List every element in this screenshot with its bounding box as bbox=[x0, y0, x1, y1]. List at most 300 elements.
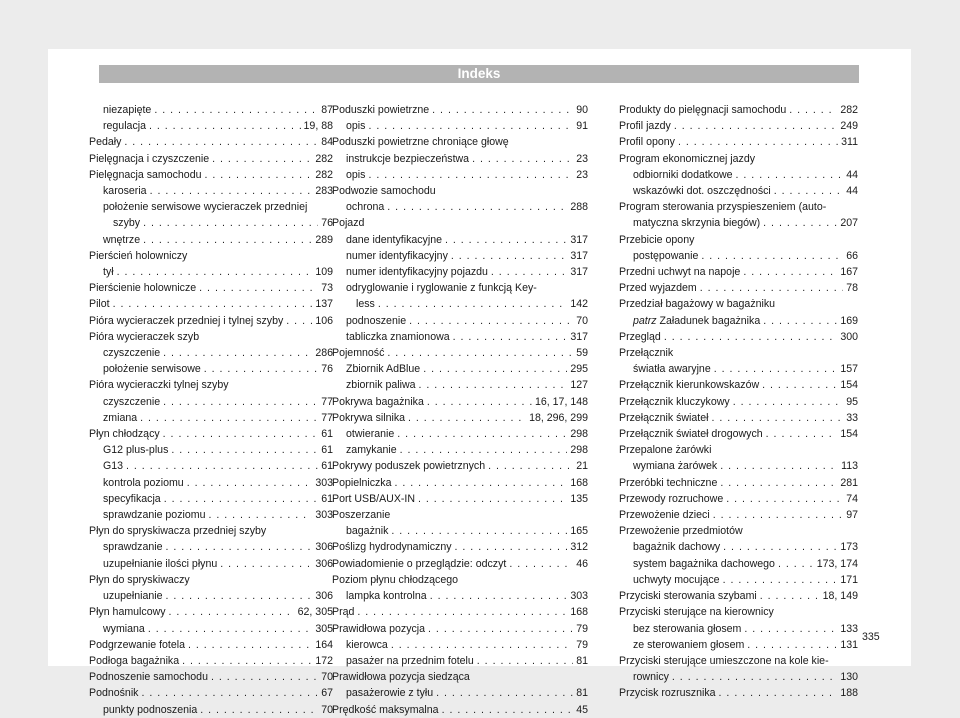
entry-text: czyszczenie bbox=[103, 395, 161, 408]
entry-term bbox=[103, 264, 114, 280]
entry-term bbox=[633, 313, 760, 329]
entry-term bbox=[346, 361, 420, 377]
entry-term bbox=[619, 655, 829, 667]
entry-page-ref: 73 bbox=[321, 282, 333, 295]
entry-term bbox=[346, 637, 388, 653]
index-subentry bbox=[332, 442, 588, 458]
entry-term bbox=[103, 539, 162, 555]
entry-text: system bagażnika dachowego bbox=[633, 557, 775, 570]
entry-page-ref: 19, 88 bbox=[303, 120, 333, 133]
index-entry bbox=[332, 345, 588, 361]
index-entry bbox=[619, 329, 858, 345]
entry-page-ref: 282 bbox=[840, 104, 858, 116]
entry-term bbox=[332, 217, 364, 229]
index-subentry bbox=[332, 377, 588, 393]
entry-text: zamykanie bbox=[346, 444, 397, 457]
index-entry bbox=[332, 458, 588, 474]
entry-term bbox=[633, 572, 720, 588]
index-entry bbox=[619, 296, 858, 312]
dot-leader bbox=[672, 669, 837, 685]
entry-term bbox=[89, 574, 190, 586]
dot-leader bbox=[763, 313, 837, 329]
index-subentry bbox=[332, 280, 588, 296]
entry-text: less bbox=[356, 298, 375, 311]
index-subentry bbox=[89, 199, 333, 215]
entry-page-ref: 67 bbox=[321, 687, 333, 700]
entry-text: wnętrze bbox=[103, 233, 141, 246]
entry-page-ref: 317 bbox=[570, 233, 588, 246]
entry-page-ref: 78 bbox=[846, 282, 858, 295]
index-subentry bbox=[619, 183, 858, 199]
index-entry bbox=[89, 167, 333, 183]
entry-page-ref: 44 bbox=[846, 185, 858, 198]
entry-page-ref: 298 bbox=[570, 428, 588, 441]
entry-page-ref: 311 bbox=[841, 136, 858, 149]
index-subentry bbox=[619, 637, 858, 653]
entry-text: Poduszki powietrzne bbox=[332, 104, 430, 116]
entry-text: tabliczka znamionowa bbox=[346, 330, 450, 343]
entry-text: Profil jazdy bbox=[619, 120, 671, 133]
dot-leader bbox=[714, 361, 838, 377]
entry-term bbox=[619, 377, 759, 393]
index-subentry bbox=[619, 167, 858, 183]
entry-text: Przegląd bbox=[619, 330, 661, 343]
entry-text: Podłoga bagażnika bbox=[89, 654, 180, 667]
entry-page-ref: 131 bbox=[840, 638, 858, 651]
entry-text: Pokrywy poduszek powietrznych bbox=[332, 460, 486, 473]
index-entry bbox=[89, 134, 333, 150]
entry-term bbox=[89, 313, 283, 329]
index-entry bbox=[619, 475, 858, 491]
entry-page-ref: 97 bbox=[846, 509, 858, 522]
entry-page-ref: 172 bbox=[315, 654, 333, 667]
index-subentry bbox=[332, 329, 588, 345]
dot-leader bbox=[397, 426, 567, 442]
entry-term bbox=[619, 201, 826, 213]
entry-text: specyfikacja bbox=[103, 492, 161, 505]
entry-page-ref: 70 bbox=[576, 314, 588, 327]
entry-term bbox=[89, 134, 121, 150]
entry-page-ref: 44 bbox=[846, 168, 858, 181]
entry-term bbox=[619, 153, 755, 165]
index-entry bbox=[332, 539, 588, 555]
entry-page-ref: 171 bbox=[840, 573, 858, 586]
entry-term bbox=[346, 232, 442, 248]
entry-term bbox=[332, 185, 436, 197]
index-entry bbox=[89, 523, 333, 539]
entry-text: uchwyty mocujące bbox=[633, 573, 720, 586]
index-column-1 bbox=[89, 102, 333, 718]
entry-text: Przebicie opony bbox=[619, 233, 695, 246]
entry-term bbox=[633, 167, 733, 183]
index-entry bbox=[619, 442, 858, 458]
dot-leader bbox=[701, 248, 843, 264]
entry-text: Pielęgnacja i czyszczenie bbox=[89, 152, 210, 165]
dot-leader bbox=[387, 199, 567, 215]
dot-leader bbox=[163, 345, 312, 361]
dot-leader bbox=[436, 685, 573, 701]
dot-leader bbox=[368, 167, 573, 183]
index-subentry bbox=[619, 215, 858, 231]
entry-page-ref: 317 bbox=[570, 249, 588, 262]
entry-page-ref: 142 bbox=[570, 298, 588, 311]
entry-page-ref: 76 bbox=[321, 217, 333, 230]
entry-text: matyczna skrzynia biegów) bbox=[633, 217, 761, 230]
entry-page-ref: 21 bbox=[576, 460, 588, 473]
dot-leader bbox=[427, 394, 532, 410]
entry-page-ref: 61 bbox=[321, 428, 333, 441]
dot-leader bbox=[789, 102, 837, 118]
entry-page-ref: 61 bbox=[321, 460, 333, 473]
entry-page-ref: 281 bbox=[840, 476, 858, 489]
entry-text: Przewożenie dzieci bbox=[619, 509, 710, 522]
index-entry bbox=[332, 102, 588, 118]
index-entry bbox=[89, 280, 333, 296]
index-entry bbox=[619, 685, 858, 701]
entry-term bbox=[619, 426, 763, 442]
entry-page-ref: 133 bbox=[840, 622, 858, 635]
index-entry bbox=[332, 702, 588, 718]
index-subentry bbox=[332, 167, 588, 183]
dot-leader bbox=[766, 426, 838, 442]
entry-term bbox=[103, 345, 160, 361]
index-subentry bbox=[89, 215, 333, 231]
entry-page-ref: 283 bbox=[315, 185, 333, 198]
dot-leader bbox=[774, 183, 843, 199]
dot-leader bbox=[762, 377, 837, 393]
entry-text: Prawidłowa pozycja siedząca bbox=[332, 671, 470, 684]
dot-leader bbox=[763, 215, 837, 231]
entry-text: Poślizg hydrodynamiczny bbox=[332, 541, 452, 554]
entry-term bbox=[619, 444, 711, 456]
entry-text: Przełącznik kluczykowy bbox=[619, 395, 730, 408]
index-entry bbox=[89, 669, 333, 685]
entry-text: Poduszki powietrzne chroniące głowę bbox=[332, 136, 509, 149]
entry-page-ref: 306 bbox=[315, 590, 333, 603]
entry-term bbox=[356, 296, 375, 312]
dot-leader bbox=[509, 556, 573, 572]
entry-term bbox=[346, 442, 397, 458]
dot-leader bbox=[477, 653, 573, 669]
index-entry bbox=[332, 134, 588, 150]
entry-term bbox=[619, 410, 709, 426]
index-subentry bbox=[619, 572, 858, 588]
index-entry bbox=[89, 313, 333, 329]
dot-leader bbox=[491, 264, 567, 280]
entry-page-ref: 173, 174 bbox=[816, 557, 858, 570]
entry-term bbox=[89, 637, 185, 653]
dot-leader bbox=[357, 604, 567, 620]
dot-leader bbox=[451, 248, 567, 264]
entry-page-ref: 59 bbox=[576, 347, 588, 360]
index-column-3 bbox=[619, 102, 858, 702]
entry-page-ref: 130 bbox=[840, 671, 858, 684]
dot-leader bbox=[150, 183, 313, 199]
dot-leader bbox=[418, 377, 567, 393]
entry-text: sprawdzanie poziomu bbox=[103, 509, 206, 522]
index-page bbox=[48, 49, 911, 716]
entry-term bbox=[619, 102, 786, 118]
entry-page-ref: 306 bbox=[315, 557, 333, 570]
dot-leader bbox=[733, 394, 844, 410]
entry-text: Przed wyjazdem bbox=[619, 282, 697, 295]
entry-term bbox=[633, 637, 744, 653]
index-entry bbox=[89, 296, 333, 312]
index-entry bbox=[89, 329, 333, 345]
entry-term bbox=[346, 588, 427, 604]
entry-text: Port USB/AUX-IN bbox=[332, 492, 416, 505]
index-subentry bbox=[332, 426, 588, 442]
entry-page-ref: 286 bbox=[315, 347, 333, 360]
entry-text: Płyn hamulcowy bbox=[89, 606, 166, 619]
entry-term bbox=[619, 264, 740, 280]
entry-term bbox=[619, 118, 671, 134]
index-subentry bbox=[332, 313, 588, 329]
dot-leader bbox=[453, 329, 568, 345]
entry-text: G13 bbox=[103, 460, 124, 473]
entry-page-ref: 113 bbox=[841, 460, 858, 473]
entry-term bbox=[346, 282, 537, 294]
index-entry bbox=[619, 523, 858, 539]
entry-term bbox=[346, 377, 415, 393]
entry-text: czyszczenie bbox=[103, 347, 161, 360]
index-entry bbox=[332, 215, 588, 231]
index-subentry bbox=[619, 248, 858, 264]
entry-text: Pilot bbox=[89, 298, 110, 311]
index-subentry bbox=[332, 199, 588, 215]
index-title: Indeks bbox=[457, 66, 501, 81]
entry-term bbox=[89, 167, 202, 183]
entry-term bbox=[103, 475, 184, 491]
dot-leader bbox=[700, 280, 843, 296]
entry-term bbox=[332, 410, 405, 426]
dot-leader bbox=[163, 394, 318, 410]
dot-leader bbox=[387, 345, 573, 361]
dot-leader bbox=[720, 458, 838, 474]
entry-text: Podnośnik bbox=[89, 687, 139, 700]
entry-term bbox=[332, 574, 458, 586]
entry-text: Podnoszenie samochodu bbox=[89, 671, 208, 684]
dot-leader bbox=[212, 151, 312, 167]
dot-leader bbox=[418, 491, 567, 507]
index-entry bbox=[619, 102, 858, 118]
entry-term bbox=[89, 653, 179, 669]
entry-term bbox=[332, 491, 415, 507]
entry-text: kierowca bbox=[346, 638, 388, 651]
entry-term bbox=[89, 296, 110, 312]
entry-text: Pielęgnacja samochodu bbox=[89, 168, 202, 181]
dot-leader bbox=[428, 621, 573, 637]
page-number: 335 bbox=[862, 631, 880, 643]
dot-leader bbox=[154, 102, 318, 118]
index-subentry bbox=[89, 556, 333, 572]
entry-term bbox=[619, 588, 757, 604]
entry-text: Pedały bbox=[89, 136, 122, 149]
index-entry bbox=[619, 394, 858, 410]
entry-text: lampka kontrolna bbox=[346, 590, 427, 603]
index-subentry bbox=[619, 539, 858, 555]
entry-text: uzupełnianie bbox=[103, 590, 163, 603]
index-subentry bbox=[89, 475, 333, 491]
entry-term bbox=[89, 669, 208, 685]
entry-text: Powiadomienie o przeglądzie: odczyt bbox=[332, 557, 507, 570]
index-subentry bbox=[89, 232, 333, 248]
entry-term bbox=[633, 361, 711, 377]
entry-text: Prawidłowa pozycja bbox=[332, 622, 426, 635]
entry-term bbox=[332, 539, 452, 555]
entry-text: Przełącznik kierunkowskazów bbox=[619, 379, 760, 392]
entry-page-ref: 74 bbox=[846, 492, 858, 505]
index-subentry bbox=[332, 588, 588, 604]
dot-leader bbox=[165, 539, 312, 555]
entry-page-ref: 90 bbox=[576, 104, 588, 116]
entry-term bbox=[346, 685, 433, 701]
entry-term bbox=[103, 458, 123, 474]
entry-term bbox=[619, 134, 675, 150]
entry-term bbox=[103, 361, 201, 377]
index-subentry bbox=[89, 345, 333, 361]
entry-term bbox=[346, 523, 388, 539]
dot-leader bbox=[726, 491, 843, 507]
entry-page-ref: 169 bbox=[840, 314, 858, 327]
entry-text: wskazówki dot. oszczędności bbox=[633, 185, 771, 198]
entry-text: Poziom płynu chłodzącego bbox=[332, 573, 459, 586]
entry-text: Przełącznik bbox=[619, 347, 674, 360]
entry-text: Pióra wycieraczek przedniej i tylnej szyby bbox=[89, 314, 284, 327]
dot-leader bbox=[182, 653, 312, 669]
entry-text: położenie serwisowe wycieraczek przedniej bbox=[103, 201, 308, 214]
entry-page-ref: 62, 305 bbox=[297, 606, 333, 619]
entry-text: wymiana żarówek bbox=[633, 460, 718, 473]
entry-term bbox=[619, 685, 716, 701]
index-subentry bbox=[89, 394, 333, 410]
entry-page-ref: 295 bbox=[570, 363, 588, 376]
index-subentry bbox=[332, 118, 588, 134]
index-subentry bbox=[89, 507, 333, 523]
entry-text: położenie serwisowe bbox=[103, 363, 201, 376]
index-subentry bbox=[332, 296, 588, 312]
entry-page-ref: 46 bbox=[576, 557, 588, 570]
entry-text: uzupełnianie ilości płynu bbox=[103, 557, 218, 570]
entry-text: bagażnik bbox=[346, 525, 389, 538]
index-subentry bbox=[619, 458, 858, 474]
entry-term bbox=[89, 331, 199, 343]
entry-term bbox=[346, 653, 474, 669]
entry-text: odryglowanie i ryglowanie z funkcją Key- bbox=[346, 282, 537, 295]
entry-term bbox=[89, 426, 160, 442]
entry-text: Przełącznik świateł bbox=[619, 411, 709, 424]
dot-leader bbox=[760, 588, 820, 604]
dot-leader bbox=[124, 134, 318, 150]
dot-leader bbox=[719, 685, 838, 701]
index-entry bbox=[332, 183, 588, 199]
index-subentry bbox=[89, 442, 333, 458]
entry-page-ref: 18, 296, 299 bbox=[529, 411, 588, 424]
dot-leader bbox=[723, 572, 838, 588]
entry-text: Przewożenie przedmiotów bbox=[619, 525, 743, 538]
entry-term bbox=[346, 248, 448, 264]
entry-text: Pióra wycieraczek szyb bbox=[89, 330, 200, 343]
index-entry bbox=[619, 264, 858, 280]
index-subentry bbox=[89, 491, 333, 507]
dot-leader bbox=[143, 232, 312, 248]
entry-term bbox=[619, 507, 710, 523]
entry-page-ref: 167 bbox=[840, 266, 858, 279]
entry-text: Produkty do pielęgnacji samochodu bbox=[619, 104, 787, 116]
index-subentry bbox=[89, 102, 333, 118]
index-entry bbox=[619, 134, 858, 150]
entry-text: Zbiornik AdBlue bbox=[346, 363, 421, 376]
dot-leader bbox=[472, 151, 573, 167]
dot-leader bbox=[678, 134, 838, 150]
entry-page-ref: 95 bbox=[846, 395, 858, 408]
entry-term bbox=[332, 621, 425, 637]
dot-leader bbox=[747, 637, 837, 653]
dot-leader bbox=[713, 507, 844, 523]
entry-text: punkty podnoszenia bbox=[103, 703, 198, 716]
index-entry bbox=[619, 507, 858, 523]
index-subentry bbox=[332, 637, 588, 653]
entry-text: Pokrywa silnika bbox=[332, 411, 406, 424]
entry-term bbox=[633, 669, 669, 685]
entry-term bbox=[332, 604, 354, 620]
entry-term bbox=[103, 491, 161, 507]
index-entry bbox=[89, 685, 333, 701]
dot-leader bbox=[199, 280, 318, 296]
dot-leader bbox=[409, 313, 573, 329]
dot-leader bbox=[148, 621, 313, 637]
entry-page-ref: 81 bbox=[576, 687, 588, 700]
entry-term bbox=[633, 556, 775, 572]
entry-text: dane identyfikacyjne bbox=[346, 233, 442, 246]
index-entry bbox=[619, 653, 858, 669]
entry-text: Przewody rozruchowe bbox=[619, 492, 724, 505]
entry-term bbox=[633, 539, 720, 555]
dot-leader bbox=[188, 637, 312, 653]
entry-term bbox=[332, 394, 424, 410]
entry-term bbox=[332, 102, 429, 118]
entry-term bbox=[346, 426, 394, 442]
entry-text: kontrola poziomu bbox=[103, 476, 184, 489]
entry-page-ref: 207 bbox=[840, 217, 858, 230]
entry-page-ref: 303 bbox=[570, 590, 588, 603]
entry-text: Pojazd bbox=[332, 217, 365, 230]
entry-term bbox=[633, 248, 698, 264]
entry-text: karoseria bbox=[103, 185, 147, 198]
entry-text: ze sterowaniem głosem bbox=[633, 638, 745, 651]
entry-text: numer identyfikacyjny bbox=[346, 249, 448, 262]
dot-leader bbox=[408, 410, 526, 426]
entry-page-ref: 137 bbox=[315, 298, 333, 311]
index-subentry bbox=[332, 361, 588, 377]
entry-page-ref: 135 bbox=[570, 492, 588, 505]
entry-text: Popielniczka bbox=[332, 476, 392, 489]
entry-term bbox=[619, 606, 774, 618]
entry-term bbox=[633, 183, 771, 199]
index-subentry bbox=[89, 264, 333, 280]
entry-page-ref: 33 bbox=[846, 411, 858, 424]
entry-text: Prędkość maksymalna bbox=[332, 703, 439, 716]
entry-page-ref: 173 bbox=[840, 541, 858, 554]
entry-text: Przyciski sterujące na kierownicy bbox=[619, 606, 774, 619]
dot-leader bbox=[200, 702, 318, 718]
dot-leader bbox=[143, 215, 318, 231]
dot-leader bbox=[204, 361, 318, 377]
entry-page-ref: 306 bbox=[315, 541, 333, 554]
entry-page-ref: 106 bbox=[315, 314, 333, 327]
entry-page-ref: 298 bbox=[570, 444, 588, 457]
entry-page-ref: 317 bbox=[570, 330, 588, 343]
